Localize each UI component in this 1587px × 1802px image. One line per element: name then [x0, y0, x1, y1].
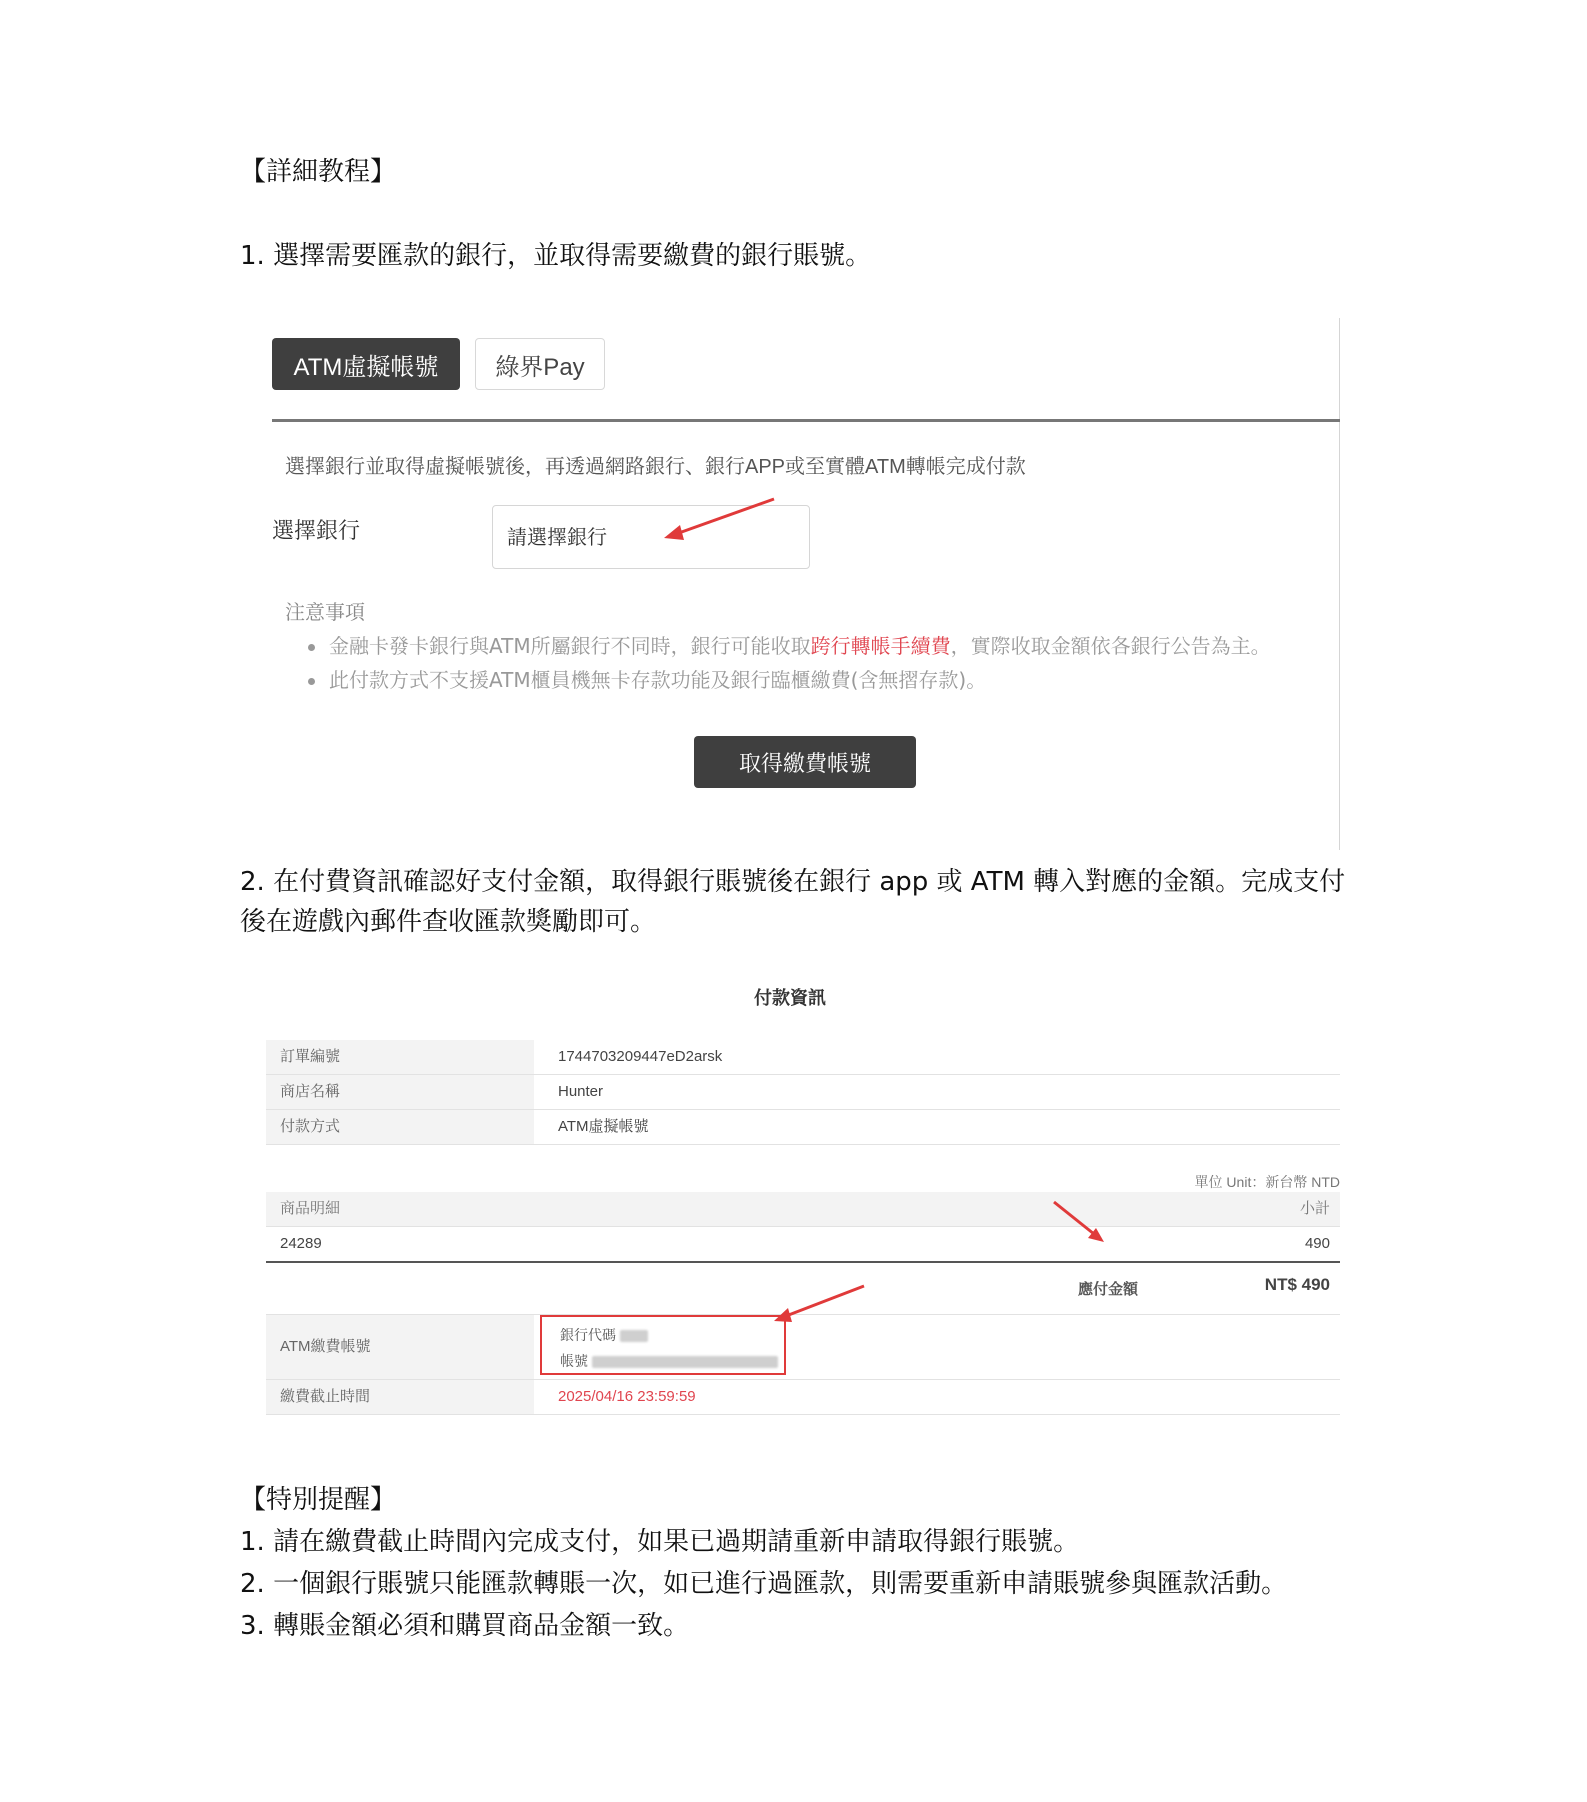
currency-unit: 單位 Unit：新台幣 NTD	[1194, 1174, 1340, 1190]
store-name: Hunter	[558, 1083, 604, 1100]
note-item: 此付款方式不支援ATM櫃員機無卡存款功能及銀行臨櫃繳費(含無摺存款)。	[308, 664, 986, 693]
bank-label: 選擇銀行	[272, 519, 361, 544]
bank-select[interactable]: 請選擇銀行	[492, 505, 810, 569]
tab-ecpay[interactable]: 綠界Pay	[475, 338, 605, 390]
arrow-annotation-icon	[660, 496, 780, 546]
step-1-text: 1. 選擇需要匯款的銀行，並取得需要繳費的銀行賬號。	[240, 241, 872, 271]
right-border	[1339, 318, 1340, 850]
payment-method: ATM虛擬帳號	[558, 1118, 649, 1135]
bullet-icon	[308, 644, 315, 651]
tutorial-heading: 【詳細教程】	[240, 157, 397, 187]
get-account-button[interactable]: 取得繳費帳號	[694, 736, 916, 788]
table-row: 訂單編號 1744703209447eD2arsk	[266, 1040, 1340, 1075]
table-row: 繳費截止時間 2025/04/16 23:59:59	[266, 1380, 1340, 1415]
note-item: 金融卡發卡銀行與ATM所屬銀行不同時，銀行可能收取跨行轉帳手續費，實際收取金額依各銀行公告為主。	[308, 630, 1271, 659]
intro-text: 選擇銀行並取得虛擬帳號後，再透過網路銀行、銀行APP或至實體ATM轉帳完成付款	[285, 456, 1026, 478]
order-number: 1744703209447eD2arsk	[558, 1048, 723, 1065]
item-name: 24289	[280, 1235, 322, 1252]
total-label: 應付金額	[1078, 1281, 1139, 1298]
payment-form-screenshot	[240, 318, 1340, 850]
reminder-item: 1. 請在繳費截止時間內完成支付，如果已過期請重新申請取得銀行賬號。	[240, 1527, 1080, 1557]
table-row: 付款方式 ATM虛擬帳號	[266, 1110, 1340, 1145]
table-row: 商店名稱 Hunter	[266, 1075, 1340, 1110]
account-highlight-box	[540, 1315, 786, 1375]
bank-code: 銀行代碼	[560, 1325, 648, 1345]
account-number: 帳號	[560, 1351, 778, 1371]
redacted-bank-code	[620, 1330, 648, 1342]
tab-atm-virtual-account[interactable]: ATM虛擬帳號	[272, 338, 460, 390]
payment-info-screenshot	[240, 970, 1340, 1420]
reminder-item: 3. 轉賬金額必須和購買商品金額一致。	[240, 1611, 690, 1641]
item-row	[266, 1227, 1340, 1263]
step-2-text: 2. 在付費資訊確認好支付金額，取得銀行賬號後在銀行 app 或 ATM 轉入對應的金額。完成支付後在遊戲內郵件查收匯款獎勵即可。	[240, 867, 1346, 937]
items-header: 商品明細 小計	[266, 1192, 1340, 1227]
redacted-account	[592, 1356, 778, 1368]
fee-highlight: 跨行轉帳手續費	[810, 634, 951, 658]
reminder-item: 2. 一個銀行賬號只能匯款轉賬一次，如已進行過匯款，則需要重新申請賬號參與匯款活動。	[240, 1569, 1288, 1599]
notes-title: 注意事項	[285, 600, 365, 624]
tab-divider	[272, 419, 1340, 422]
atm-account-row: ATM繳費帳號 銀行代碼 帳號	[266, 1314, 1340, 1380]
total-amount: NT$ 490	[1264, 1275, 1330, 1294]
payment-deadline: 2025/04/16 23:59:59	[558, 1388, 696, 1405]
bullet-icon	[308, 678, 315, 685]
arrow-annotation-icon	[1050, 1198, 1110, 1246]
reminder-title: 【特別提醒】	[240, 1485, 397, 1515]
item-amount: 490	[1304, 1235, 1330, 1252]
arrow-annotation-icon	[770, 1282, 870, 1326]
payment-info-title: 付款資訊	[754, 988, 826, 1008]
